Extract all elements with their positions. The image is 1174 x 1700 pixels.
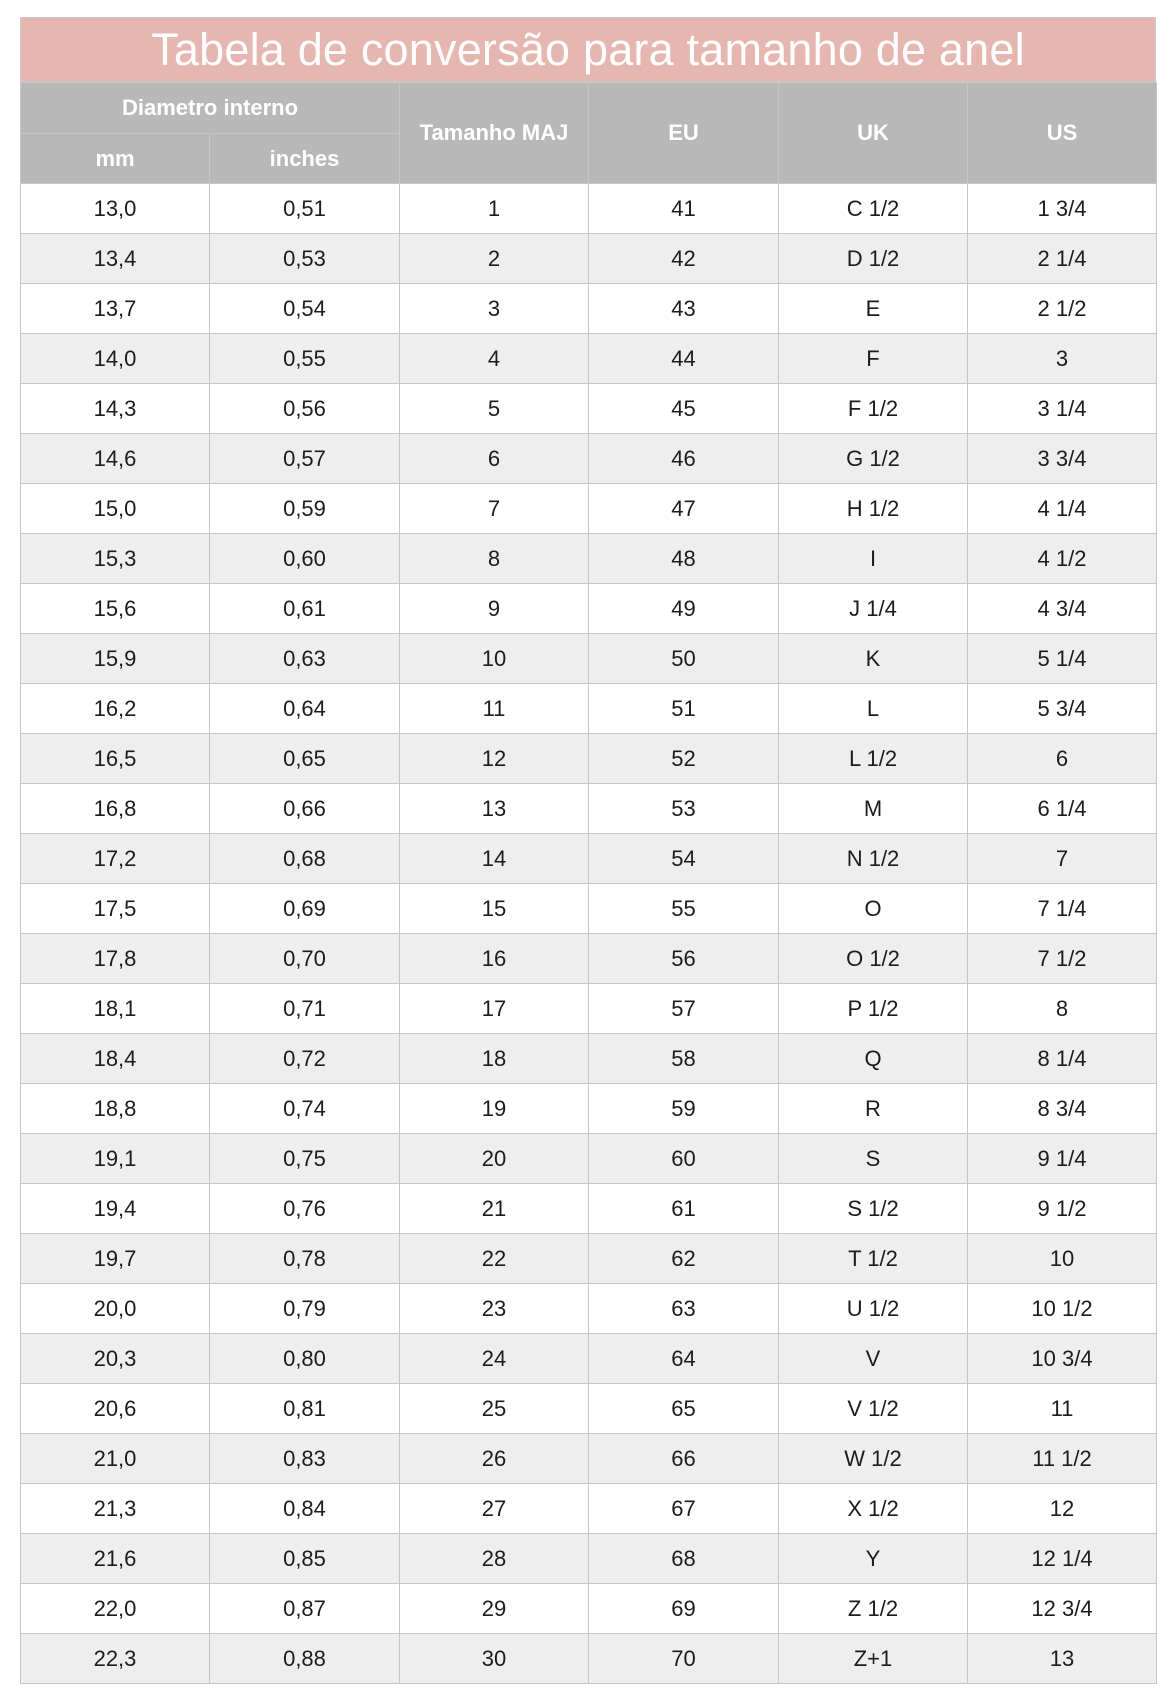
cell-inches: 0,74 [210,1084,400,1134]
cell-mm: 15,3 [21,534,210,584]
cell-uk: O [779,884,968,934]
table-header [21,83,1157,184]
cell-uk: Q [779,1034,968,1084]
cell-uk: T 1/2 [779,1234,968,1284]
cell-inches: 0,71 [210,984,400,1034]
cell-inches: 0,60 [210,534,400,584]
cell-us: 5 1/4 [968,634,1157,684]
cell-inches: 0,63 [210,634,400,684]
table-row [21,1584,1157,1634]
cell-mm: 21,3 [21,1484,210,1534]
cell-us: 10 1/2 [968,1284,1157,1334]
cell-mm: 15,0 [21,484,210,534]
cell-mm: 13,4 [21,234,210,284]
cell-inches: 0,88 [210,1634,400,1684]
cell-eu: 56 [589,934,779,984]
cell-eu: 47 [589,484,779,534]
table-row [21,484,1157,534]
cell-uk: V 1/2 [779,1384,968,1434]
cell-mm: 18,4 [21,1034,210,1084]
cell-uk: R [779,1084,968,1134]
header-us: US [968,83,1157,184]
table-row [21,984,1157,1034]
cell-mm: 18,8 [21,1084,210,1134]
table-row [21,1084,1157,1134]
table-row [21,1384,1157,1434]
cell-eu: 41 [589,184,779,234]
cell-mm: 22,3 [21,1634,210,1684]
cell-us: 8 1/4 [968,1034,1157,1084]
cell-us: 8 3/4 [968,1084,1157,1134]
cell-maj: 25 [400,1384,589,1434]
table-row [21,434,1157,484]
cell-maj: 15 [400,884,589,934]
cell-us: 10 [968,1234,1157,1284]
cell-maj: 27 [400,1484,589,1534]
cell-maj: 16 [400,934,589,984]
table-row [21,1334,1157,1384]
cell-inches: 0,72 [210,1034,400,1084]
cell-mm: 17,5 [21,884,210,934]
cell-eu: 70 [589,1634,779,1684]
cell-inches: 0,69 [210,884,400,934]
cell-us: 7 [968,834,1157,884]
cell-maj: 21 [400,1184,589,1234]
cell-uk: J 1/4 [779,584,968,634]
cell-eu: 58 [589,1034,779,1084]
cell-mm: 16,8 [21,784,210,834]
cell-mm: 16,5 [21,734,210,784]
cell-eu: 50 [589,634,779,684]
cell-mm: 22,0 [21,1584,210,1634]
cell-inches: 0,83 [210,1434,400,1484]
cell-mm: 20,0 [21,1284,210,1334]
cell-uk: Z+1 [779,1634,968,1684]
cell-inches: 0,79 [210,1284,400,1334]
cell-inches: 0,87 [210,1584,400,1634]
table-row [21,1284,1157,1334]
cell-uk: U 1/2 [779,1284,968,1334]
cell-mm: 15,6 [21,584,210,634]
cell-uk: L [779,684,968,734]
cell-uk: E [779,284,968,334]
cell-maj: 26 [400,1434,589,1484]
cell-us: 13 [968,1634,1157,1684]
cell-mm: 19,4 [21,1184,210,1234]
table-row [21,634,1157,684]
header-diameter-group: Diametro interno [21,83,400,134]
cell-uk: I [779,534,968,584]
cell-us: 2 1/2 [968,284,1157,334]
cell-us: 12 [968,1484,1157,1534]
cell-eu: 44 [589,334,779,384]
cell-uk: X 1/2 [779,1484,968,1534]
table-row [21,684,1157,734]
cell-inches: 0,76 [210,1184,400,1234]
ring-size-sheet [20,17,1156,1684]
cell-us: 12 3/4 [968,1584,1157,1634]
cell-uk: M [779,784,968,834]
cell-eu: 49 [589,584,779,634]
table-row [21,1534,1157,1584]
table-row [21,934,1157,984]
cell-uk: W 1/2 [779,1434,968,1484]
cell-maj: 4 [400,334,589,384]
cell-maj: 11 [400,684,589,734]
cell-eu: 68 [589,1534,779,1584]
cell-eu: 54 [589,834,779,884]
cell-uk: S 1/2 [779,1184,968,1234]
cell-eu: 66 [589,1434,779,1484]
ring-size-table [20,82,1157,1684]
cell-maj: 3 [400,284,589,334]
table-row [21,784,1157,834]
cell-us: 7 1/4 [968,884,1157,934]
cell-maj: 19 [400,1084,589,1134]
cell-eu: 42 [589,234,779,284]
table-row [21,584,1157,634]
table-row [21,284,1157,334]
cell-mm: 19,1 [21,1134,210,1184]
cell-us: 3 1/4 [968,384,1157,434]
header-eu: EU [589,83,779,184]
cell-uk: L 1/2 [779,734,968,784]
cell-mm: 18,1 [21,984,210,1034]
table-row [21,234,1157,284]
cell-eu: 53 [589,784,779,834]
table-body [21,184,1157,1684]
cell-inches: 0,64 [210,684,400,734]
cell-us: 9 1/4 [968,1134,1157,1184]
cell-maj: 7 [400,484,589,534]
cell-us: 2 1/4 [968,234,1157,284]
cell-eu: 67 [589,1484,779,1534]
cell-inches: 0,54 [210,284,400,334]
cell-uk: N 1/2 [779,834,968,884]
cell-uk: D 1/2 [779,234,968,284]
cell-inches: 0,66 [210,784,400,834]
cell-inches: 0,80 [210,1334,400,1384]
cell-us: 11 [968,1384,1157,1434]
cell-eu: 51 [589,684,779,734]
cell-uk: Y [779,1534,968,1584]
cell-inches: 0,56 [210,384,400,434]
cell-maj: 10 [400,634,589,684]
cell-inches: 0,81 [210,1384,400,1434]
cell-uk: C 1/2 [779,184,968,234]
cell-inches: 0,78 [210,1234,400,1284]
cell-uk: Z 1/2 [779,1584,968,1634]
cell-uk: P 1/2 [779,984,968,1034]
cell-maj: 6 [400,434,589,484]
cell-maj: 20 [400,1134,589,1184]
cell-eu: 64 [589,1334,779,1384]
cell-eu: 60 [589,1134,779,1184]
table-row [21,884,1157,934]
cell-mm: 19,7 [21,1234,210,1284]
cell-mm: 17,8 [21,934,210,984]
cell-mm: 21,6 [21,1534,210,1584]
cell-mm: 17,2 [21,834,210,884]
cell-uk: F [779,334,968,384]
cell-uk: G 1/2 [779,434,968,484]
cell-mm: 15,9 [21,634,210,684]
table-row [21,384,1157,434]
cell-uk: V [779,1334,968,1384]
cell-maj: 28 [400,1534,589,1584]
table-row [21,534,1157,584]
cell-us: 4 1/2 [968,534,1157,584]
cell-inches: 0,84 [210,1484,400,1534]
header-maj: Tamanho MAJ [400,83,589,184]
cell-maj: 12 [400,734,589,784]
header-inches: inches [210,134,400,184]
cell-eu: 69 [589,1584,779,1634]
cell-maj: 1 [400,184,589,234]
cell-maj: 24 [400,1334,589,1384]
header-row-top [21,83,1157,134]
cell-maj: 13 [400,784,589,834]
cell-us: 3 [968,334,1157,384]
cell-uk: F 1/2 [779,384,968,434]
cell-us: 4 3/4 [968,584,1157,634]
table-row [21,1484,1157,1534]
cell-inches: 0,65 [210,734,400,784]
table-row [21,1434,1157,1484]
cell-us: 10 3/4 [968,1334,1157,1384]
cell-mm: 21,0 [21,1434,210,1484]
cell-maj: 5 [400,384,589,434]
cell-mm: 14,3 [21,384,210,434]
table-row [21,1634,1157,1684]
cell-us: 6 [968,734,1157,784]
cell-eu: 46 [589,434,779,484]
cell-uk: S [779,1134,968,1184]
cell-maj: 17 [400,984,589,1034]
cell-maj: 2 [400,234,589,284]
cell-eu: 62 [589,1234,779,1284]
cell-eu: 65 [589,1384,779,1434]
table-row [21,1184,1157,1234]
cell-mm: 13,0 [21,184,210,234]
cell-inches: 0,59 [210,484,400,534]
cell-inches: 0,51 [210,184,400,234]
cell-us: 7 1/2 [968,934,1157,984]
cell-eu: 59 [589,1084,779,1134]
cell-us: 8 [968,984,1157,1034]
cell-maj: 8 [400,534,589,584]
cell-eu: 55 [589,884,779,934]
cell-us: 5 3/4 [968,684,1157,734]
cell-maj: 29 [400,1584,589,1634]
cell-eu: 43 [589,284,779,334]
cell-mm: 20,6 [21,1384,210,1434]
table-row [21,1034,1157,1084]
table-row [21,1134,1157,1184]
cell-mm: 20,3 [21,1334,210,1384]
cell-inches: 0,57 [210,434,400,484]
cell-inches: 0,55 [210,334,400,384]
cell-us: 4 1/4 [968,484,1157,534]
cell-mm: 13,7 [21,284,210,334]
cell-maj: 30 [400,1634,589,1684]
table-row [21,734,1157,784]
cell-maj: 14 [400,834,589,884]
cell-eu: 61 [589,1184,779,1234]
cell-us: 12 1/4 [968,1534,1157,1584]
cell-inches: 0,68 [210,834,400,884]
cell-mm: 14,6 [21,434,210,484]
cell-inches: 0,61 [210,584,400,634]
table-row [21,334,1157,384]
table-row [21,184,1157,234]
cell-inches: 0,75 [210,1134,400,1184]
header-mm: mm [21,134,210,184]
cell-eu: 45 [589,384,779,434]
table-row [21,1234,1157,1284]
cell-mm: 16,2 [21,684,210,734]
header-uk: UK [779,83,968,184]
page-title: Tabela de conversão para tamanho de anel [20,17,1156,82]
cell-eu: 48 [589,534,779,584]
cell-uk: H 1/2 [779,484,968,534]
cell-us: 3 3/4 [968,434,1157,484]
cell-uk: K [779,634,968,684]
cell-maj: 23 [400,1284,589,1334]
cell-eu: 63 [589,1284,779,1334]
table-row [21,834,1157,884]
cell-uk: O 1/2 [779,934,968,984]
cell-us: 1 3/4 [968,184,1157,234]
cell-inches: 0,53 [210,234,400,284]
cell-eu: 57 [589,984,779,1034]
cell-mm: 14,0 [21,334,210,384]
cell-inches: 0,85 [210,1534,400,1584]
cell-maj: 22 [400,1234,589,1284]
cell-inches: 0,70 [210,934,400,984]
cell-maj: 9 [400,584,589,634]
cell-maj: 18 [400,1034,589,1084]
cell-eu: 52 [589,734,779,784]
cell-us: 11 1/2 [968,1434,1157,1484]
cell-us: 9 1/2 [968,1184,1157,1234]
cell-us: 6 1/4 [968,784,1157,834]
